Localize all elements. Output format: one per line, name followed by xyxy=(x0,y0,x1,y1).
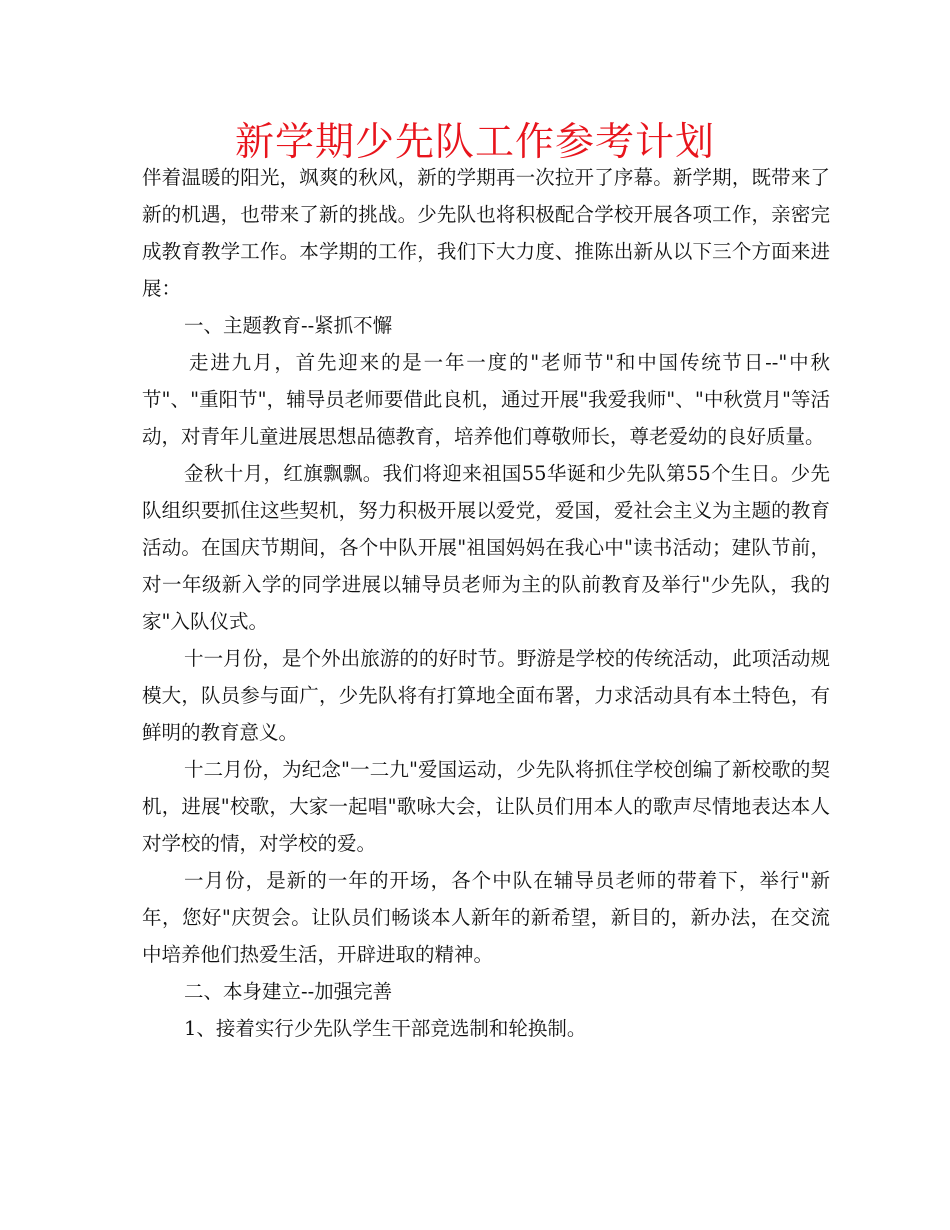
paragraph-november: 十一月份，是个外出旅游的的好时节。野游是学校的传统活动，此项活动规模大，队员参与面广，少先队将有打算地全面布署，力求活动具有本土特色，有鲜明的教育意义。 xyxy=(142,647,830,744)
section-heading-self-building: 二、本身建立--加强完善 xyxy=(184,980,393,1003)
intro-paragraph: 伴着温暖的阳光，飒爽的秋风，新的学期再一次拉开了序幕。新学期，既带来了新的机遇，也带来了新的挑战。少先队也将积极配合学校开展各项工作，亲密完成教育教学工作。本学期的工作，我们下大力度、推陈出新从以下三个方面来进展： xyxy=(142,166,830,300)
list-item-1: 1、接着实行少先队学生干部竞选制和轮换制。 xyxy=(184,1017,587,1040)
document-title: 新学期少先队工作参考计划 xyxy=(234,120,715,165)
paragraph-september: 走进九月，首先迎来的是一年一度的"老师节"和中国传统节日--"中秋节"、"重阳节"，辅导员老师要借此良机，通过开展"我爱我师"、"中秋赏月"等活动，对青年儿童进展思想品德教育，培养他们尊敬师长，尊老爱幼的良好质量。 xyxy=(142,351,830,448)
paragraph-january: 一月份，是新的一年的开场，各个中队在辅导员老师的带着下，举行"新年，您好"庆贺会。让队员们畅谈本人新年的新希望，新目的，新办法，在交流中培养他们热爱生活，开辟进取的精神。 xyxy=(142,869,830,966)
document-body xyxy=(142,159,830,1047)
section-heading-theme-education: 一、主题教育--紧抓不懈 xyxy=(184,314,393,337)
paragraph-october: 金秋十月，红旗飘飘。我们将迎来祖国55华诞和少先队第55个生日。少先队组织要抓住这些契机，努力积极开展以爱党，爱国，爱社会主义为主题的教育活动。在国庆节期间，各个中队开展"祖国妈妈在我心中"读书活动；建队节前，对一年级新入学的同学进展以辅导员老师为主的队前教育及举行"少先队，我的家"入队仪式。 xyxy=(142,462,830,633)
paragraph-december: 十二月份，为纪念"一二九"爱国运动，少先队将抓住学校创编了新校歌的契机，进展"校歌，大家一起唱"歌咏大会，让队员们用本人的歌声尽情地表达本人对学校的情，对学校的爱。 xyxy=(142,758,830,855)
